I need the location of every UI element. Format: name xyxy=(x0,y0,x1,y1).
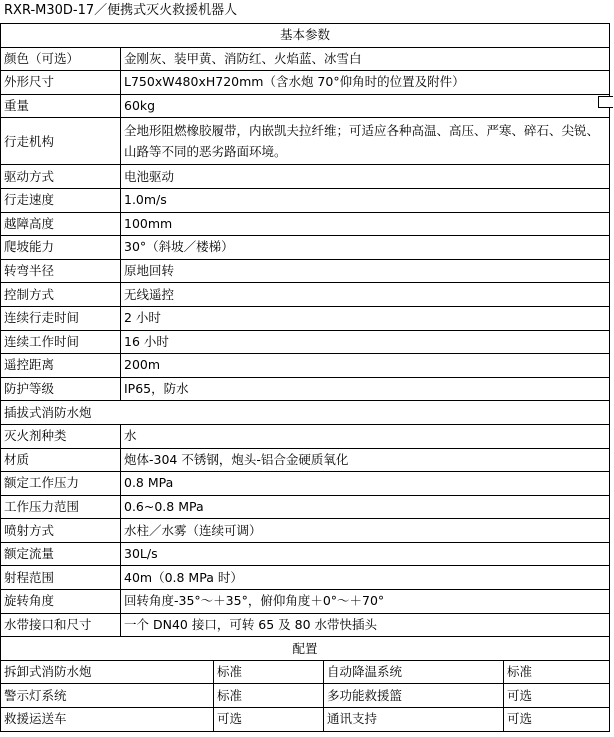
spec-value: 2 小时 xyxy=(121,306,610,330)
basic-param-row xyxy=(1,236,610,260)
spec-value: 1.0m/s xyxy=(121,188,610,212)
basic-param-row xyxy=(1,212,610,236)
spec-label: 材质 xyxy=(1,448,121,472)
spec-value: IP65，防水 xyxy=(121,377,610,401)
spec-label: 旋转角度 xyxy=(1,590,121,614)
section-configuration-row xyxy=(1,637,610,661)
config-item: 警示灯系统 xyxy=(1,684,214,708)
spec-value: 40m（0.8 MPa 时） xyxy=(121,566,610,590)
spec-label: 外形尺寸 xyxy=(1,71,121,95)
spec-label: 工作压力范围 xyxy=(1,495,121,519)
cannon-param-row xyxy=(1,519,610,543)
spec-label: 射程范围 xyxy=(1,566,121,590)
spec-value: 金刚灰、装甲黄、消防红、火焰蓝、冰雪白 xyxy=(121,47,610,71)
section-water-cannon: 插拔式消防水炮 xyxy=(1,401,610,425)
config-status: 可选 xyxy=(504,684,610,708)
basic-param-row xyxy=(1,377,610,401)
config-item: 自动降温系统 xyxy=(324,660,504,684)
spec-value: 无线遥控 xyxy=(121,283,610,307)
section-water-cannon-row xyxy=(1,401,610,425)
cannon-param-row xyxy=(1,542,610,566)
spec-label: 驱动方式 xyxy=(1,165,121,189)
spec-label: 控制方式 xyxy=(1,283,121,307)
cannon-param-row xyxy=(1,495,610,519)
cannon-param-row xyxy=(1,448,610,472)
config-status: 标准 xyxy=(504,660,610,684)
basic-param-row xyxy=(1,283,610,307)
spec-value: 0.8 MPa xyxy=(121,472,610,496)
document-title: RXR-M30D-17／便携式灭火救援机器人 xyxy=(4,3,238,18)
spec-label: 行走机构 xyxy=(1,118,121,165)
config-status: 可选 xyxy=(214,708,324,732)
basic-param-row xyxy=(1,118,610,165)
spec-value: 炮体-304 不锈钢，炮头-铝合金硬质氧化 xyxy=(121,448,610,472)
basic-param-row xyxy=(1,94,610,118)
spec-label: 水带接口和尺寸 xyxy=(1,613,121,637)
config-item: 多功能救援篮 xyxy=(324,684,504,708)
spec-value: 原地回转 xyxy=(121,259,610,283)
spec-value: 一个 DN40 接口，可转 65 及 80 水带快插头 xyxy=(121,613,610,637)
spec-label: 转弯半径 xyxy=(1,259,121,283)
spec-value: 100mm xyxy=(121,212,610,236)
basic-param-row xyxy=(1,47,610,71)
spec-value: 水 xyxy=(121,424,610,448)
cannon-param-row xyxy=(1,424,610,448)
spec-label: 喷射方式 xyxy=(1,519,121,543)
side-scroll-marker xyxy=(598,96,613,108)
spec-label: 连续行走时间 xyxy=(1,306,121,330)
spec-value: L750xW480xH720mm（含水炮 70°仰角时的位置及附件） xyxy=(121,71,610,95)
section-basic-params-row xyxy=(1,24,610,48)
basic-param-row xyxy=(1,188,610,212)
basic-param-row xyxy=(1,306,610,330)
section-basic-params: 基本参数 xyxy=(1,24,610,48)
spec-value: 回转角度-35°～＋35°，俯仰角度＋0°～＋70° xyxy=(121,590,610,614)
spec-value: 30L/s xyxy=(121,542,610,566)
config-item: 通讯支持 xyxy=(324,708,504,732)
spec-label: 灭火剂种类 xyxy=(1,424,121,448)
spec-label: 越障高度 xyxy=(1,212,121,236)
spec-table xyxy=(0,23,610,732)
config-status: 标准 xyxy=(214,660,324,684)
spec-value: 30°（斜坡／楼梯） xyxy=(121,236,610,260)
spec-label: 额定流量 xyxy=(1,542,121,566)
spec-label: 遥控距离 xyxy=(1,354,121,378)
config-status: 标准 xyxy=(214,684,324,708)
basic-param-row xyxy=(1,71,610,95)
basic-param-row xyxy=(1,165,610,189)
spec-label: 防护等级 xyxy=(1,377,121,401)
config-status: 可选 xyxy=(504,708,610,732)
cannon-param-row xyxy=(1,590,610,614)
spec-value: 全地形阻燃橡胶履带，内嵌凯夫拉纤维；可适应各种高温、高压、严寒、碎石、尖锐、山路等不同的恶劣路面环境。 xyxy=(121,118,610,165)
spec-label: 爬坡能力 xyxy=(1,236,121,260)
config-row xyxy=(1,660,610,684)
spec-value: 60kg xyxy=(121,94,610,118)
config-item: 拆卸式消防水炮 xyxy=(1,660,214,684)
spec-value: 16 小时 xyxy=(121,330,610,354)
spec-value: 0.6~0.8 MPa xyxy=(121,495,610,519)
cannon-param-row xyxy=(1,472,610,496)
spec-value: 电池驱动 xyxy=(121,165,610,189)
basic-param-row xyxy=(1,354,610,378)
spec-label: 重量 xyxy=(1,94,121,118)
spec-label: 连续工作时间 xyxy=(1,330,121,354)
config-row xyxy=(1,684,610,708)
section-configuration: 配置 xyxy=(1,637,610,661)
spec-value: 200m xyxy=(121,354,610,378)
spec-value: 水柱／水雾（连续可调） xyxy=(121,519,610,543)
cannon-param-row xyxy=(1,566,610,590)
spec-label: 额定工作压力 xyxy=(1,472,121,496)
spec-label: 行走速度 xyxy=(1,188,121,212)
cannon-param-row xyxy=(1,613,610,637)
spec-label: 颜色（可选） xyxy=(1,47,121,71)
config-item: 救援运送车 xyxy=(1,708,214,732)
config-row xyxy=(1,708,610,732)
basic-param-row xyxy=(1,259,610,283)
basic-param-row xyxy=(1,330,610,354)
